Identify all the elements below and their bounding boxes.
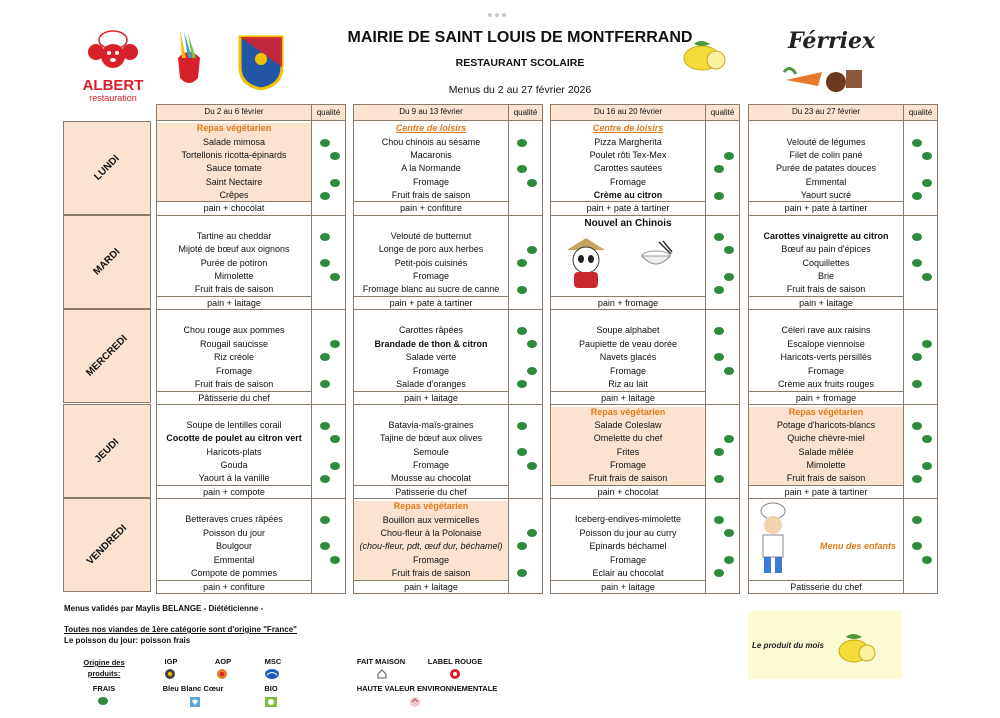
week-dates: Du 23 au 27 février [791,107,861,116]
aop-icon [216,668,228,680]
menu-item-gouter: pain + fromage [749,391,903,405]
legend-fait-maison-label: FAIT MAISON [356,657,406,666]
menu-item-gouter: Patisserie du chef [749,580,903,594]
quality-leaf-icon [722,272,736,282]
quality-leaf-icon [318,379,332,389]
menu-item: Fromage [609,460,646,470]
menu-item-gouter: pain + laitage [749,296,903,310]
menu-item: Iceberg-endives-mimolette [574,514,682,524]
menu-item: Sauce tomate [206,163,262,173]
menu-item: (chou-fleur, pdt, œuf dur, béchamel) [359,541,503,551]
menu-dates: Menus du 2 au 27 février 2026 [448,84,592,96]
lemon-icon [836,629,878,667]
quality-leaf-icon [712,164,726,174]
day-block-mercredi [749,309,937,404]
produit-du-mois-box [748,611,902,679]
hve-icon [408,696,422,708]
menu-item: Salade Coleslaw [594,420,662,430]
quality-leaf-icon [712,474,726,484]
panda-icon [563,234,609,290]
quality-leaf-icon [712,568,726,578]
menu-item: Macaronis [410,150,452,160]
menu-item: Potage d'haricots-blancs [776,420,876,430]
menu-item: Tartine au cheddar [196,231,272,241]
day-block-lundi [551,121,739,215]
day-label-mercredi: MERCREDI [63,309,151,403]
quality-header: qualité [705,105,739,120]
menu-item: Salade verte [405,352,457,362]
ferriex-logo-text: Férriex [788,28,876,54]
menu-item: Fromage [412,271,449,281]
quality-leaf-icon [328,151,342,161]
quality-leaf-icon [328,272,342,282]
quality-leaf-icon [318,138,332,148]
menu-item: Fromage [215,366,252,376]
day-block-lundi [157,121,345,215]
quality-leaf-icon [515,568,529,578]
menu-item: Omelette du chef [593,433,663,443]
igp-icon [164,668,176,680]
quality-leaf-icon [318,474,332,484]
menu-item: Poulet rôti Tex-Mex [589,150,667,160]
menu-item: Mimolette [214,271,254,281]
menu-item: Bœuf au pain d'épices [781,244,871,254]
quality-leaf-icon [515,285,529,295]
kid-chef-icon [753,501,793,577]
quality-leaf-icon [515,138,529,148]
rice-bowl-icon [639,240,673,270]
menu-item: Fromage [807,366,844,376]
menu-item: Gouda [220,460,248,470]
quality-leaf-icon [712,232,726,242]
day-block-mercredi [157,309,345,404]
quality-leaf-icon [910,421,924,431]
msc-icon [264,668,280,680]
menu-item: Riz au lait [608,379,648,389]
quality-leaf-icon [712,285,726,295]
menu-item-gouter: Patisserie du chef [354,485,508,499]
quality-leaf-icon [910,232,924,242]
menu-item: Repas végétarien [393,501,469,511]
menu-item: Fromage [609,177,646,187]
legend-aop-label: AOP [214,657,232,666]
fait-maison-icon [376,668,388,680]
quality-leaf-icon [920,434,934,444]
menu-item: Centre de loisirs [395,123,467,133]
menu-item: Chou chinois au sésame [381,137,481,147]
menu-item: Salade d'oranges [396,379,466,389]
quality-leaf-icon [910,138,924,148]
quality-leaf-icon [515,164,529,174]
menu-item: Velouté de butternut [390,231,472,241]
menu-item: Haricots-plats [206,447,262,457]
quality-leaf-icon [910,515,924,525]
day-block-jeudi [354,404,542,498]
menu-item-gouter: pain + laitage [551,391,705,405]
bio-icon [264,696,278,708]
menu-item: Centre de loisirs [592,123,664,133]
menu-item: Brandade de thon & citron [374,339,488,349]
ferriex-logo [772,28,876,98]
menu-item: Yaourt à la vanille [198,473,270,483]
legend-msc-label: MSC [264,657,282,666]
day-block-mercredi [354,309,542,404]
menu-item: Tajine de bœuf aux olives [379,433,483,443]
quality-leaf-icon [910,191,924,201]
menu-item: Compote de pommes [190,568,278,578]
week-body [353,121,543,594]
quality-leaf-icon [328,555,342,565]
menu-item: Riz créole [213,352,254,362]
quality-header: qualité [311,105,345,120]
menu-item: Haricots-verts persillés [780,352,872,362]
menu-item-gouter: pain + pate à tartiner [749,201,903,215]
quality-leaf-icon [910,352,924,362]
menu-item: Fruit frais de saison [194,284,274,294]
week-dates: Du 2 au 6 février [204,107,264,116]
week-header [550,104,740,121]
menu-item: Boulgour [215,541,253,551]
menu-item: Fromage [412,366,449,376]
menu-item: Longe de porc aux herbes [378,244,484,254]
legend-title: Origine des produits: [83,658,125,678]
menu-item: Fruit frais de saison [786,284,866,294]
menu-item: Fromage [609,555,646,565]
quality-leaf-icon [910,258,924,268]
quality-leaf-icon [722,245,736,255]
legend-bio-label: BIO [264,684,278,693]
quality-leaf-icon [920,461,934,471]
menu-item-gouter: pain + laitage [354,391,508,405]
menu-item: Fromage [412,177,449,187]
menu-item: Repas végétarien [196,123,272,133]
menu-item: Bouillon aux vermicelles [382,515,480,525]
menu-item: Poisson du jour [202,528,266,538]
quality-leaf-icon [525,366,539,376]
menu-item: Betteraves crues râpées [185,514,283,524]
menu-item: A la Normande [401,163,461,173]
menu-item: Semoule [413,447,449,457]
week-column-2 [353,104,543,594]
quality-leaf-icon [515,421,529,431]
quality-leaf-icon [712,191,726,201]
menu-item-gouter: pain + chocolat [551,485,705,499]
menu-item: Escalope viennoise [787,339,865,349]
menu-item: Crème aux fruits rouges [777,379,875,389]
menu-item: Salade mêlée [798,447,854,457]
quality-leaf-icon [328,434,342,444]
day-label-jeudi: JEUDI [63,404,151,498]
menu-item: Coquillettes [802,258,850,268]
quality-leaf-icon [712,352,726,362]
menu-item: Yaourt sucré [800,190,852,200]
menu-enfants-label: Menu des enfants [819,541,896,551]
day-block-vendredi [551,498,739,594]
quality-leaf-icon [722,555,736,565]
quality-leaf-icon [525,178,539,188]
quality-leaf-icon [722,434,736,444]
albert-restauration-logo [74,28,152,106]
quality-header: qualité [508,105,542,120]
quality-leaf-icon [515,258,529,268]
day-label-vendredi: VENDREDI [63,498,151,592]
menu-item-gouter: pain + laitage [157,296,311,310]
quality-leaf-icon [318,191,332,201]
day-block-mercredi [551,309,739,404]
day-block-mardi [354,215,542,309]
day-block-mardi [749,215,937,309]
day-block-mardi [157,215,345,309]
quality-leaf-icon [910,541,924,551]
lemon-icon [680,36,728,72]
menu-item: Fruit frais de saison [391,568,471,578]
menu-item: Chou rouge aux pommes [183,325,285,335]
day-block-vendredi [749,498,937,594]
legend-bbc-label: Bleu Blanc Cœur [162,684,224,693]
week-header [353,104,543,121]
menu-item-gouter: pain + pate à tartiner [354,296,508,310]
menu-item: Epinards béchamel [589,541,667,551]
menu-item-gouter: pain + confiture [157,580,311,594]
menu-item: Céleri rave aux raisins [781,325,871,335]
vegetables-icon [782,62,866,96]
quality-leaf-icon [920,339,934,349]
menu-item: Salade mimosa [202,137,266,147]
menu-item: Cocotte de poulet au citron vert [166,433,302,443]
quality-leaf-icon [920,178,934,188]
quality-header: qualité [903,105,937,120]
menu-item: Tortellonis ricotta-épinards [181,150,287,160]
menu-item: Fromage blanc au sucre de canne [362,284,500,294]
menu-item: Paupiette de veau dorée [578,339,678,349]
menu-item: Repas végétarien [590,407,666,417]
label-rouge-icon [448,668,462,680]
quality-leaf-icon [525,339,539,349]
albert-logo-name: ALBERT [82,77,144,94]
menu-item: Chou-fleur à la Polonaise [380,528,482,538]
quality-leaf-icon [318,258,332,268]
menu-item: Pizza Margherita [594,137,662,147]
legend-label-rouge-label: LABEL ROUGE [427,657,483,666]
menu-item: Emmental [805,177,847,187]
menu-item-gouter: pain + fromage [551,296,705,310]
day-block-jeudi [551,404,739,498]
day-label-mardi: MARDI [63,215,151,309]
menu-item: Carottes vinaigrette au citron [763,231,889,241]
menu-item: Soupe alphabet [596,325,660,335]
menu-item: Mousse au chocolat [390,473,472,483]
produit-du-mois-label: Le produit du mois [752,641,824,650]
quality-leaf-icon [525,245,539,255]
menu-item: Purée de patates douces [775,163,877,173]
window-dots [488,4,512,10]
quality-leaf-icon [318,421,332,431]
quality-leaf-icon [318,232,332,242]
bleu-blanc-coeur-icon [189,696,201,708]
week-header [156,104,346,121]
quality-leaf-icon [318,515,332,525]
menu-item: Mimolette [806,460,846,470]
week-header [748,104,938,121]
quality-leaf-icon [712,326,726,336]
menu-item: Saint Nectaire [205,177,263,187]
page-title: MAIRIE DE SAINT LOUIS DE MONTFERRAND [347,29,693,46]
quality-leaf-icon [920,272,934,282]
quality-leaf-icon [328,178,342,188]
flag-logo [170,28,208,90]
page-subtitle: RESTAURANT SCOLAIRE [455,57,585,69]
quality-leaf-icon [318,541,332,551]
menu-item-gouter: pain + chocolat [157,201,311,215]
legend-hve-label: HAUTE VALEUR ENVIRONNEMENTALE [356,684,498,693]
quality-leaf-icon [722,366,736,376]
quality-leaf-icon [525,528,539,538]
week-dates: Du 16 au 20 février [593,107,663,116]
menu-item: Fruit frais de saison [588,473,668,483]
quality-leaf-icon [328,339,342,349]
menu-item-gouter: Pâtisserie du chef [157,391,311,405]
quality-leaf-icon [515,541,529,551]
validated-note: Menus validés par Maylis BELANGE - Diététicienne - [64,604,264,613]
menu-item-gouter: pain + pate à tartiner [551,201,705,215]
quality-leaf-icon [318,352,332,362]
quality-leaf-icon [712,447,726,457]
quality-leaf-icon [515,326,529,336]
menu-item-gouter: pain + laitage [354,580,508,594]
quality-leaf-icon [920,151,934,161]
menu-item: Crème au citron [593,190,663,200]
day-block-vendredi [354,498,542,594]
menu-item: Fruit frais de saison [391,190,471,200]
menu-item: Fruit frais de saison [194,379,274,389]
menu-item: Fromage [412,460,449,470]
origin-note: Toutes nos viandes de 1ère catégorie sont d'origine "France" [64,625,297,634]
albert-logo-sub: restauration [89,93,137,103]
menu-item: Fromage [412,555,449,565]
day-block-lundi [354,121,542,215]
day-block-mardi [551,215,739,309]
menu-item: Frites [616,447,640,457]
day-block-vendredi [157,498,345,594]
quality-leaf-icon [920,555,934,565]
quality-leaf-icon [515,379,529,389]
leaf-frais-icon [97,696,109,706]
menu-item: Carottes râpées [398,325,464,335]
quality-leaf-icon [515,447,529,457]
menu-item-gouter: pain + confiture [354,201,508,215]
menu-item: Eclair au chocolat [592,568,664,578]
town-crest-logo [236,33,286,91]
fish-note: Le poisson du jour: poisson frais [64,636,191,645]
legend-igp-label: IGP [164,657,178,666]
menu-item: Quiche chèvre-miel [787,433,865,443]
menu-item: Rougail saucisse [199,339,269,349]
menu-item-gouter: pain + pate à tartiner [749,485,903,499]
quality-leaf-icon [910,474,924,484]
chef-koala-icon [74,28,152,72]
legend-frais-label: FRAIS [92,684,116,693]
menu-item: Brie [817,271,834,281]
event-title: Nouvel an Chinois [584,218,672,229]
menu-item: Fromage [609,366,646,376]
day-label-lundi: LUNDI [63,121,151,215]
day-block-lundi [749,121,937,215]
menu-item: Crêpes [219,190,249,200]
quality-leaf-icon [712,515,726,525]
day-block-jeudi [157,404,345,498]
menu-item: Mijoté de bœuf aux oignons [178,244,290,254]
menu-item: Poisson du jour au curry [579,528,677,538]
menu-item: Filet de colin pané [789,150,863,160]
menu-item: Emmental [213,555,255,565]
menu-item-gouter: pain + laitage [551,580,705,594]
day-block-jeudi [749,404,937,498]
quality-leaf-icon [722,151,736,161]
menu-item: Soupe de lentilles corail [186,420,282,430]
menu-item: Petit-pois cuisinés [394,258,468,268]
quality-leaf-icon [328,461,342,471]
menu-item: Carottes sautées [593,163,663,173]
menu-item: Navets glacés [599,352,657,362]
menu-item: Purée de potiron [200,258,268,268]
quality-leaf-icon [525,461,539,471]
quality-leaf-icon [722,528,736,538]
week-dates: Du 9 au 13 février [399,107,463,116]
menu-item: Velouté de légumes [786,137,866,147]
menu-item: Repas végétarien [788,407,864,417]
quality-leaf-icon [910,379,924,389]
menu-item-gouter: pain + compote [157,485,311,499]
menu-item: Fruit frais de saison [786,473,866,483]
menu-item: Batavia-maïs-graines [388,420,474,430]
